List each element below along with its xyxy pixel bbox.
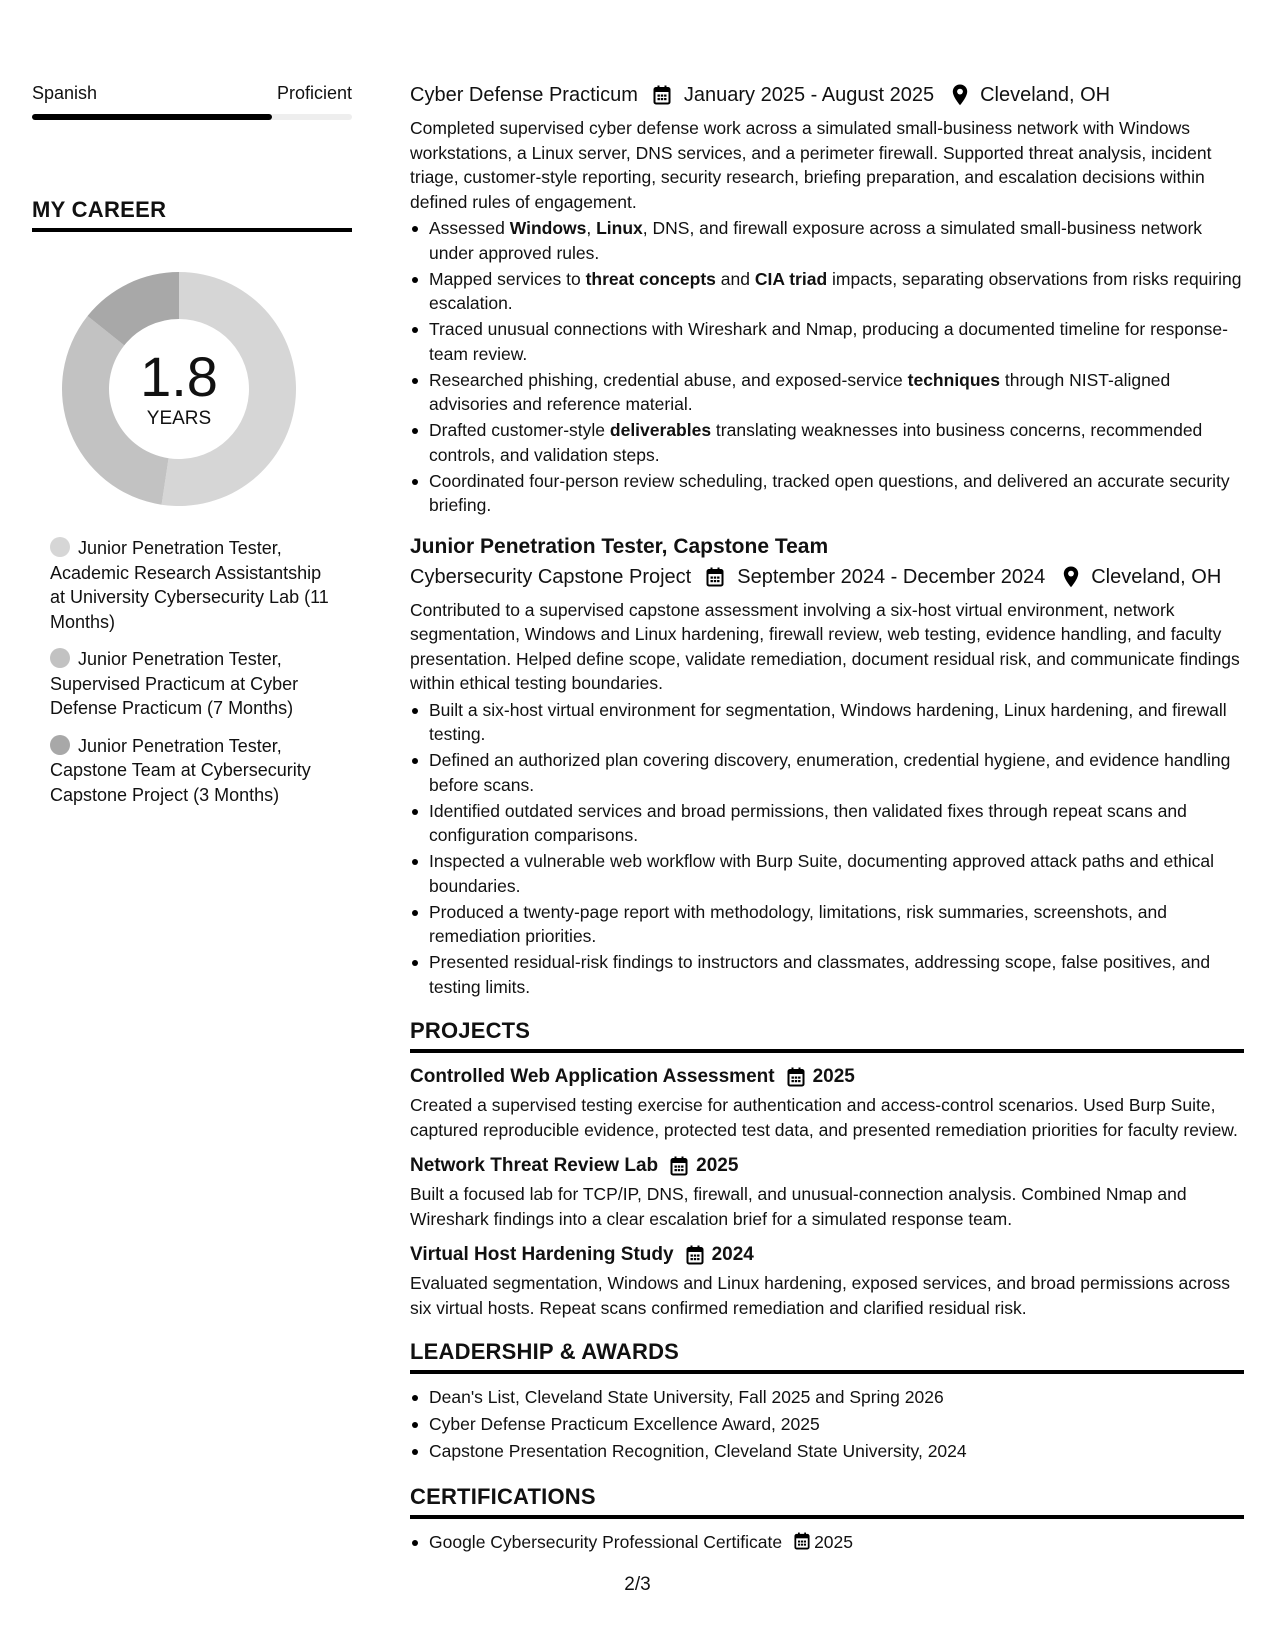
project-header bbox=[410, 1241, 1244, 1269]
list-item: Capstone Presentation Recognition, Cleveland State University, 2024 bbox=[410, 1438, 1244, 1465]
calendar-icon bbox=[670, 1156, 688, 1176]
project-description: Created a supervised testing exercise for authentication and access-control scenarios. Used Burp Suite, captured reproducible evidence, protected test data, and presented remediation priorities for faculty review. bbox=[410, 1095, 1238, 1140]
bullet-item: Built a six-host virtual environment for segmentation, Windows hardening, Linux hardening, and firewall testing. bbox=[410, 698, 1244, 747]
language-name: Spanish bbox=[32, 83, 98, 103]
project-item bbox=[410, 1152, 1244, 1231]
bullet-item: Mapped services to threat concepts and CIA triad impacts, separating observations from risks requiring escalation. bbox=[410, 267, 1244, 316]
project-year: 2024 bbox=[711, 1244, 754, 1265]
calendar-icon bbox=[652, 84, 672, 106]
experience-org: Cyber Defense Practicum bbox=[410, 84, 638, 106]
legend-label: Junior Penetration Tester, Academic Research Assistantship at University Cybersecurity Lab (11 Months) bbox=[50, 538, 329, 632]
career-section-rule bbox=[32, 228, 352, 232]
career-section-title: MY CAREER bbox=[32, 197, 167, 222]
experience-location: Cleveland, OH bbox=[980, 84, 1111, 106]
language-proficiency-bar bbox=[32, 114, 352, 120]
certifications-list bbox=[410, 1529, 1244, 1556]
bullet-item: Produced a twenty-page report with methodology, limitations, risk summaries, screenshots, and remediation priorities. bbox=[410, 900, 1244, 949]
career-total-unit: YEARS bbox=[146, 408, 212, 429]
bullet-item: Drafted customer-style deliverables translating weaknesses into business concerns, recommended controls, and validation steps. bbox=[410, 418, 1244, 467]
project-description: Evaluated segmentation, Windows and Linux hardening, exposed services, and broad permissions across six virtual hosts. Repeat scans confirmed remediation and clarified residual risk. bbox=[410, 1273, 1231, 1318]
career-donut-chart bbox=[56, 266, 302, 512]
project-header bbox=[410, 1152, 1244, 1180]
project-year: 2025 bbox=[696, 1155, 739, 1176]
project-name: Controlled Web Application Assessment bbox=[410, 1066, 775, 1087]
experience-summary: Completed supervised cyber defense work across a simulated small-business network with Windows workstations, a Linux server, DNS services, and a perimeter firewall. Supported threat analysis, incident triage, customer-style reporting, security research, briefing preparation, and escalation decisions within defined rules of engagement. bbox=[410, 118, 1212, 212]
bullet-item: Identified outdated services and broad permissions, then validated fixes through repeat scans and configuration comparisons. bbox=[410, 799, 1244, 848]
experience-bullets bbox=[410, 216, 1244, 518]
leadership-section-title: LEADERSHIP & AWARDS bbox=[410, 1339, 680, 1364]
project-header bbox=[410, 1063, 1244, 1091]
bullet-item: Coordinated four-person review scheduling, tracked open questions, and delivered an accurate security briefing. bbox=[410, 469, 1244, 518]
calendar-icon bbox=[787, 1067, 805, 1087]
bullet-item: Defined an authorized plan covering discovery, enumeration, credential hygiene, and evidence handling before scans. bbox=[410, 748, 1244, 797]
list-item: Cyber Defense Practicum Excellence Award, 2025 bbox=[410, 1411, 1244, 1438]
career-legend bbox=[50, 536, 330, 807]
main-content bbox=[410, 80, 1244, 1556]
map-pin-icon bbox=[950, 84, 970, 106]
list-item bbox=[410, 1529, 1244, 1556]
calendar-icon bbox=[705, 566, 725, 588]
certifications-section-title: CERTIFICATIONS bbox=[410, 1484, 596, 1509]
page-number: 2/3 bbox=[624, 1574, 651, 1595]
bullet-item: Assessed Windows, Linux, DNS, and firewall exposure across a simulated small-business network under approved rules. bbox=[410, 216, 1244, 265]
project-name: Virtual Host Hardening Study bbox=[410, 1244, 674, 1265]
experience-meta bbox=[410, 80, 1244, 110]
project-name: Network Threat Review Lab bbox=[410, 1155, 659, 1176]
donut-center bbox=[56, 266, 302, 512]
experience-title: Junior Penetration Tester, Capstone Team bbox=[410, 534, 829, 558]
bullet-item: Inspected a vulnerable web workflow with Burp Suite, documenting approved attack paths and ethical boundaries. bbox=[410, 849, 1244, 898]
list-item: Dean's List, Cleveland State University, Fall 2025 and Spring 2026 bbox=[410, 1384, 1244, 1411]
experience-dates: January 2025 - August 2025 bbox=[683, 84, 935, 106]
legend-item bbox=[50, 536, 330, 634]
experience-meta bbox=[410, 562, 1244, 592]
bullet-item: Presented residual-risk findings to instructors and classmates, addressing scope, false positives, and testing limits. bbox=[410, 950, 1244, 999]
legend-item bbox=[50, 647, 330, 721]
bullet-item: Researched phishing, credential abuse, and exposed-service techniques through NIST-aligned advisories and reference material. bbox=[410, 368, 1244, 417]
certification-year: 2025 bbox=[814, 1532, 854, 1552]
bullet-item: Traced unusual connections with Wireshark and Nmap, producing a documented timeline for response-team review. bbox=[410, 317, 1244, 366]
legend-dot-icon bbox=[50, 537, 70, 557]
leadership-section-rule bbox=[410, 1370, 1244, 1374]
certifications-section-rule bbox=[410, 1515, 1244, 1519]
legend-dot-icon bbox=[50, 648, 70, 668]
project-year: 2025 bbox=[812, 1066, 855, 1087]
language-level: Proficient bbox=[276, 83, 352, 103]
legend-dot-icon bbox=[50, 735, 70, 755]
leadership-list bbox=[410, 1384, 1244, 1465]
experience-summary: Contributed to a supervised capstone assessment involving a six-host virtual environment, network segmentation, Windows and Linux hardening, firewall review, web testing, evidence handling, and faculty presentation. Helped define scope, validate remediation, document residual risk, and communicate findings within ethical testing boundaries. bbox=[410, 599, 1240, 693]
map-pin-icon bbox=[1061, 566, 1081, 588]
project-item bbox=[410, 1063, 1244, 1142]
experience-dates: September 2024 - December 2024 bbox=[737, 565, 1046, 588]
experience-bullets bbox=[410, 698, 1244, 1000]
experience-location: Cleveland, OH bbox=[1091, 565, 1222, 588]
language-proficiency-fill bbox=[32, 114, 272, 120]
career-total-value: 1.8 bbox=[140, 345, 218, 408]
sidebar bbox=[32, 80, 352, 820]
legend-label: Junior Penetration Tester, Capstone Team at Cybersecurity Capstone Project (3 Months) bbox=[50, 735, 311, 805]
legend-label: Junior Penetration Tester, Supervised Practicum at Cyber Defense Practicum (7 Months) bbox=[50, 649, 299, 718]
projects-section-rule bbox=[410, 1049, 1244, 1053]
project-description: Built a focused lab for TCP/IP, DNS, firewall, and unusual-connection analysis. Combined Nmap and Wireshark findings into a clear escalation brief for a simulated response team. bbox=[410, 1184, 1187, 1229]
certification-name: Google Cybersecurity Professional Certificate bbox=[429, 1532, 783, 1552]
calendar-icon bbox=[686, 1245, 704, 1265]
language-row bbox=[32, 80, 352, 106]
calendar-icon bbox=[794, 1532, 810, 1550]
projects-section-title: PROJECTS bbox=[410, 1018, 531, 1043]
legend-item bbox=[50, 734, 330, 808]
experience-org: Cybersecurity Capstone Project bbox=[410, 565, 692, 588]
project-item bbox=[410, 1241, 1244, 1320]
